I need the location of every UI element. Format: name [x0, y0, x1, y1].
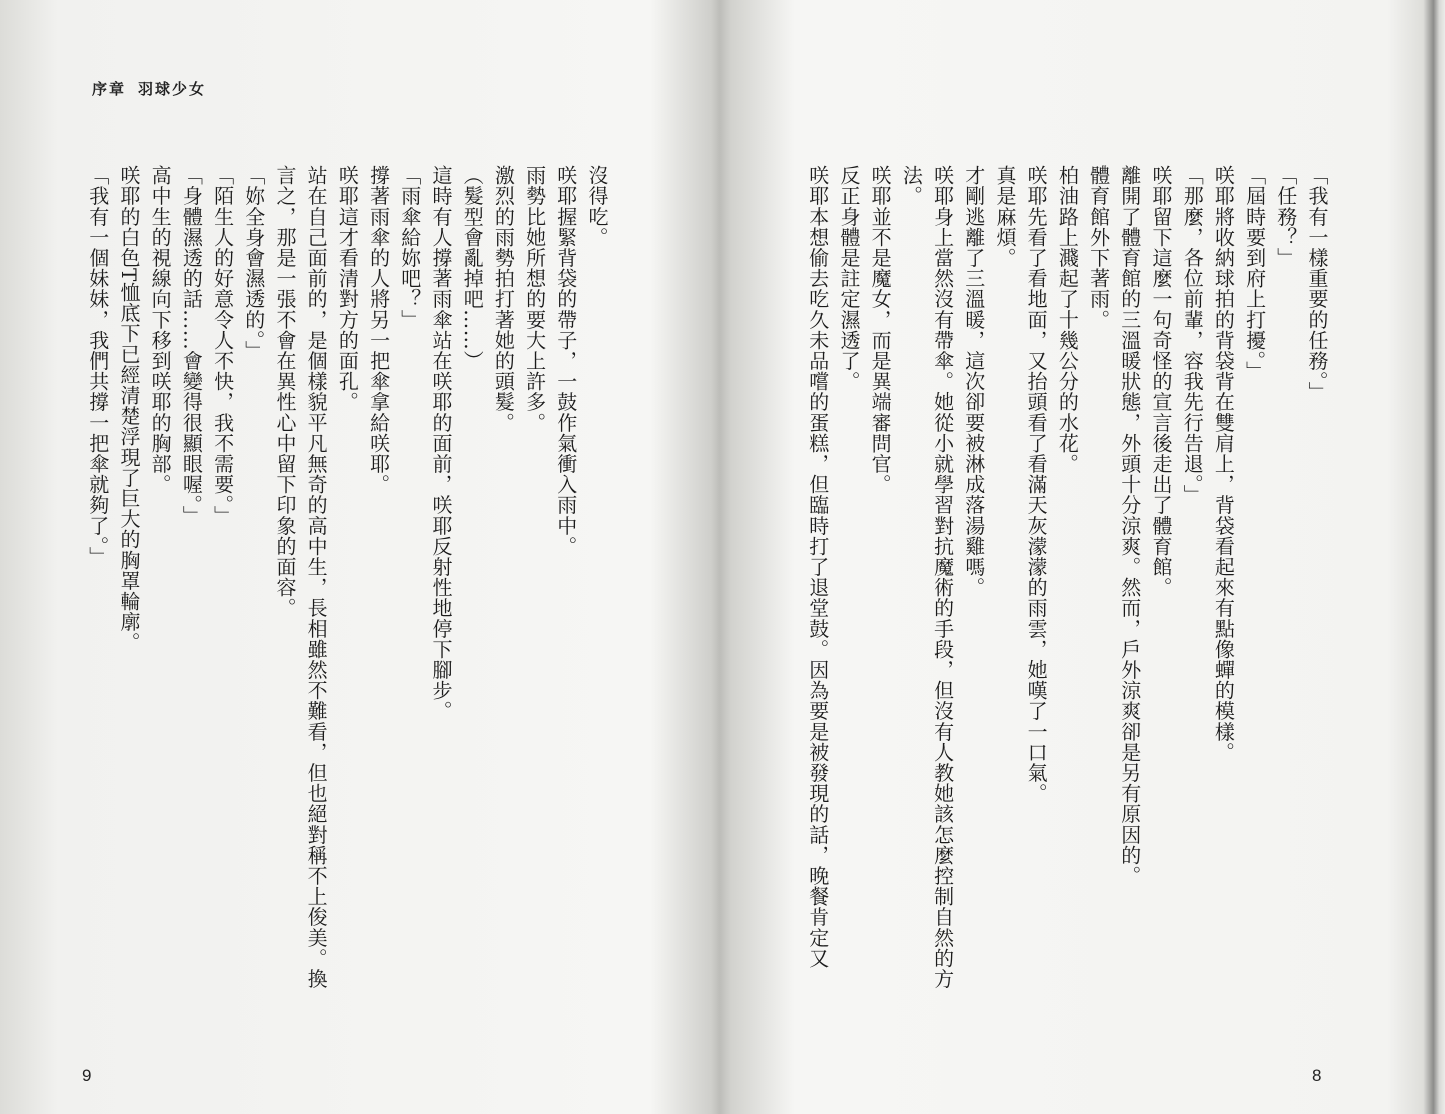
page-number: 8 [1312, 1066, 1322, 1085]
paragraph: 咲耶握緊背袋的帶子，一鼓作氣衝入雨中。 [553, 165, 578, 557]
paragraph: 言之，那是一張不會在異性心中留下印象的面容。 [272, 165, 297, 619]
paragraph: 「雨傘給妳吧？」 [397, 165, 422, 330]
paragraph: 真是麻煩。 [992, 165, 1017, 268]
paragraph: 咲耶先看了看地面，又抬頭看了看滿天灰濛濛的雨雲，她嘆了一口氣。 [1024, 165, 1049, 804]
paragraph: 「妳全身會濕透的。」 [241, 165, 266, 361]
page-number: 9 [82, 1066, 92, 1085]
paragraph: 咲耶的白色T恤底下已經清楚浮現了巨大的胸罩輪廓。 [116, 165, 141, 653]
paragraph: 雨勢比她所想的要大上許多。 [522, 165, 547, 433]
paragraph: 咲耶並不是魔女，而是異端審問官。 [868, 165, 893, 495]
right-page [722, 0, 1422, 1114]
paragraph: 「我有一個妹妹，我們共撐一把傘就夠了。」 [85, 165, 110, 567]
paragraph: 沒得吃。 [585, 165, 609, 248]
paragraph: 離開了體育館的三溫暖狀態，外頭十分涼爽。然而，戶外涼爽卻是另有原因的。 [1117, 165, 1142, 886]
running-header [92, 78, 206, 99]
paragraph: 激烈的雨勢拍打著她的頭髮。 [491, 165, 516, 433]
right-body-text [802, 165, 1332, 1015]
paragraph: 體育館外下著雨。 [1086, 165, 1111, 330]
paragraph: 咲耶本想偷去吃久未品嚐的蛋糕，但臨時打了退堂鼓。因為要是被發現的話，晚餐肯定又 [805, 165, 830, 969]
paragraph: 撐著雨傘的人將另一把傘拿給咲耶。 [366, 165, 391, 495]
paragraph: （髮型會亂掉吧……） [460, 165, 485, 371]
paragraph: 咲耶這才看清對方的面孔。 [335, 165, 360, 413]
paragraph: 「陌生人的好意令人不快，我不需要。」 [210, 165, 235, 526]
left-page [0, 0, 718, 1114]
paragraph: 「那麼，各位前輩，容我先行告退。」 [1180, 165, 1205, 506]
chapter-title: 羽球少女 [138, 80, 207, 98]
paragraph: 咲耶身上當然沒有帶傘。她從小就學習對抗魔術的手段，但沒有人教她該怎麼控制自然的方 [930, 165, 955, 989]
paragraph: 「任務？」 [1273, 165, 1298, 268]
paragraph: 高中生的視線向下移到咲耶的胸部。 [148, 165, 173, 495]
paragraph: 這時有人撐著雨傘站在咲耶的面前，咲耶反射性地停下腳步。 [428, 165, 453, 722]
paragraph: 柏油路上濺起了十幾公分的水花。 [1055, 165, 1080, 474]
paragraph: 才剛逃離了三溫暖，這次卻要被淋成落湯雞嗎。 [961, 165, 986, 598]
left-body-text [82, 165, 612, 1015]
paragraph: 法。 [899, 165, 924, 207]
paragraph: 咲耶留下這麼一句奇怪的宣言後走出了體育館。 [1148, 165, 1173, 598]
paragraph: 咲耶將收納球拍的背袋背在雙肩上，背袋看起來有點像蟬的模樣。 [1211, 165, 1236, 763]
paragraph: 反正身體是註定濕透了。 [836, 165, 861, 392]
paragraph: 「我有一樣重要的任務。」 [1305, 165, 1329, 403]
chapter-label: 序章 [92, 80, 127, 98]
paragraph: 「屆時要到府上打擾。」 [1242, 165, 1267, 382]
paragraph: 「身體濕透的話……會變得很顯眼喔。」 [179, 165, 204, 526]
paragraph: 站在自己面前的，是個樣貌平凡無奇的高中生，長相雖然不難看，但也絕對稱不上俊美。換 [304, 165, 329, 989]
